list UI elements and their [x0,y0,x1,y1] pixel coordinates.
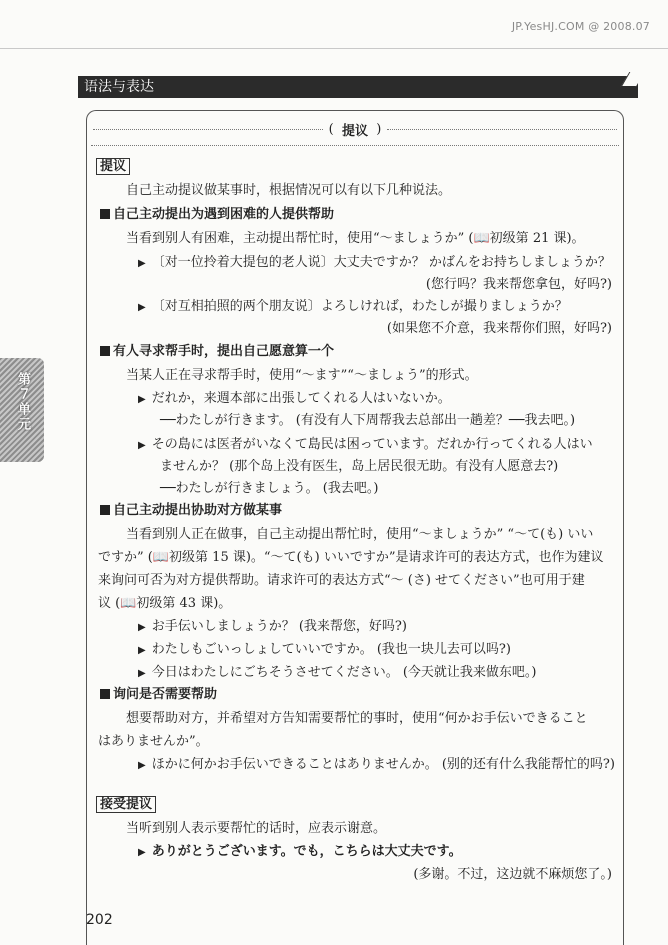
example-line [138,843,462,862]
translation-line: (如果您不介意，我来帮你们照，好吗?) [386,321,612,336]
subheading-text: 有人寻求帮手时，提出自己愿意算一个 [113,344,335,359]
paragraph-line: はありませんか”。 [98,734,209,749]
paragraph-line: 当看到别人有困难，主动提出帮忙时，使用“～ましょうか” (📖初级第 21 课)。 [126,231,585,246]
label-teian [96,158,130,176]
example-text: ありがとうございます。でも，こちらは大丈夫です。 [151,844,462,859]
subheading-3 [100,502,282,520]
square-bullet-icon [100,505,110,515]
chapter-side-tab [0,358,44,462]
subheading-2 [100,343,334,361]
box-title-row [87,121,623,137]
watermark-text: JP.YesHJ.COM @ 2008.07 [511,20,650,33]
subheading-text: 自己主动提出协助对方做某事 [113,503,283,518]
triangle-bullet-icon: ▶ [138,440,146,451]
triangle-bullet-icon: ▶ [138,394,146,405]
example-text: 今日はわたしにごちそうさせてください。 (今天就让我来做东吧。) [151,665,537,680]
section-title-bar [78,76,638,98]
paragraph-line: 想要帮助对方，并希望对方告知需要帮忙的事时，使用“何かお手伝いできること [126,711,588,726]
section-title: 语法与表达 [84,79,154,95]
subheading-4 [100,686,217,704]
subheading-1 [100,206,334,224]
chapter-side-tab-label: 第７单元 [15,372,30,432]
dotted-leader-left [93,129,323,130]
boxed-label: 接受提议 [96,796,156,813]
triangle-bullet-icon: ▶ [138,760,146,771]
triangle-bullet-icon: ▶ [138,668,146,679]
triangle-bullet-icon: ▶ [138,302,146,313]
triangle-bullet-icon: ▶ [138,258,146,269]
subheading-text: 自己主动提出为遇到困难的人提供帮助 [113,207,335,222]
top-rule [0,48,668,49]
example-line [138,664,536,683]
paragraph-line: 来询问可否为对方提供帮助。请求许可的表达方式“～ (さ) せてください”也可用于建 [98,573,585,588]
example-line [138,254,611,273]
paragraph-line: 当听到别人表示要帮忙的话时，应表示谢意。 [126,821,387,836]
bar-corner-decoration [621,72,645,87]
example-line [138,756,615,775]
dotted-leader-right [387,129,617,130]
square-bullet-icon [100,689,110,699]
paragraph-line: ですか” (📖初级第 15 课)。“～て(も) いいですか”是请求许可的表达方式，也作为建议 [98,550,604,565]
page-number: 202 [86,912,113,928]
paragraph-line: 当看到别人正在做事，自己主动提出帮忙时，使用“～ましょうか” “～て(も) いい [126,527,594,542]
example-reply: ──わたしが行きます。 (有没有人下周帮我去总部出一趟差？──我去吧。) [160,413,576,428]
example-text: ほかに何かお手伝いできることはありませんか。 (别的还有什么我能帮忙的吗?) [151,757,615,772]
triangle-bullet-icon: ▶ [138,622,146,633]
example-line [138,390,451,409]
paren-open: ( [328,121,342,137]
square-bullet-icon [100,209,110,219]
example-reply: ──わたしが行きましょう。 (我去吧。) [160,481,379,496]
paragraph-line: 当某人正在寻求帮手时，使用“～ます”“～ましょう”的形式。 [126,368,478,383]
box-title: 提议 [342,123,369,139]
translation-line: (您行吗？我来帮您拿包，好吗?) [425,277,612,292]
example-line [138,618,407,637]
paragraph-line: 议 (📖初级第 43 课)。 [98,596,232,611]
square-bullet-icon [100,346,110,356]
boxed-label: 提议 [96,158,130,175]
example-text: 〔对互相拍照的两个朋友说〕よろしければ，わたしが撮りましょうか？ [151,299,568,314]
example-continued: ませんか？ (那个岛上没有医生，岛上居民很无助。有没有人愿意去?) [160,459,559,474]
paren-close: ) [368,121,382,137]
label-accept [96,796,156,814]
triangle-bullet-icon: ▶ [138,645,146,656]
example-text: 〔对一位拎着大提包的老人说〕大丈夫ですか？ かばんをお持ちしましょうか？ [151,255,611,270]
frame-separator [91,145,619,146]
example-text: お手伝いしましょうか？ (我来帮您，好吗?) [151,619,407,634]
subheading-text: 询问是否需要帮助 [113,687,218,702]
example-text: わたしもごいっしょしていいですか。 (我也一块儿去可以吗?) [151,642,511,657]
example-line [138,641,511,660]
example-line [138,436,593,455]
translation-line: (多谢。不过，这边就不麻烦您了。) [413,867,612,882]
triangle-bullet-icon: ▶ [138,847,146,858]
example-text: だれか，来週本部に出張してくれる人はいないか。 [151,391,451,406]
example-text: その島には医者がいなくて島民は困っています。だれか行ってくれる人はい [151,437,593,452]
intro-text: 自己主动提议做某事时，根据情况可以有以下几种说法。 [126,183,452,198]
example-line [138,298,568,317]
